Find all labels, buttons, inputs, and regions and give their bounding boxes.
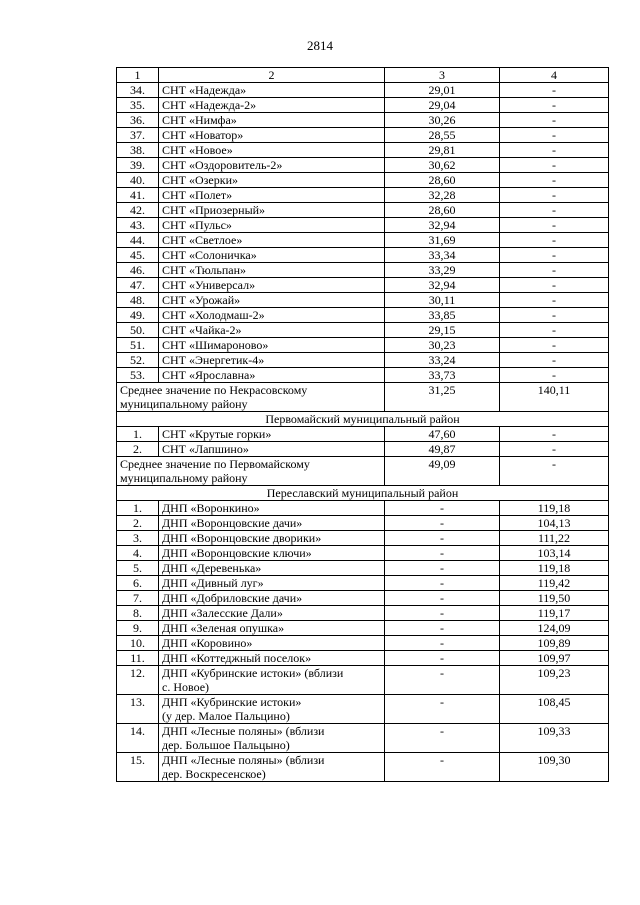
row-name: ДНП «Лесные поляны» (вблизи дер. Воскресенское) xyxy=(159,753,385,782)
row-value-col3: - xyxy=(385,695,500,724)
row-number: 39. xyxy=(117,158,159,173)
row-number: 41. xyxy=(117,188,159,203)
row-value-col4: - xyxy=(500,233,609,248)
table-row xyxy=(117,724,609,753)
row-name: СНТ «Шимароново» xyxy=(159,338,385,353)
row-number: 38. xyxy=(117,143,159,158)
row-value-col4: - xyxy=(500,427,609,442)
row-name: ДНП «Лесные поляны» (вблизи дер. Большое Пальцыно) xyxy=(159,724,385,753)
table-row xyxy=(117,143,609,158)
row-value-col4: 119,50 xyxy=(500,591,609,606)
average-row-nekrasovsky xyxy=(117,383,609,412)
table-row xyxy=(117,753,609,782)
row-number: 15. xyxy=(117,753,159,782)
row-value-col3: - xyxy=(385,666,500,695)
row-value-col4: 109,30 xyxy=(500,753,609,782)
row-value-col3: 28,55 xyxy=(385,128,500,143)
table-row xyxy=(117,353,609,368)
row-value-col3: 30,11 xyxy=(385,293,500,308)
row-name: СНТ «Приозерный» xyxy=(159,203,385,218)
row-number: 40. xyxy=(117,173,159,188)
row-value-col4: 119,18 xyxy=(500,501,609,516)
row-name: СНТ «Чайка-2» xyxy=(159,323,385,338)
row-name: СНТ «Надежда» xyxy=(159,83,385,98)
row-name: СНТ «Нимфа» xyxy=(159,113,385,128)
table-row xyxy=(117,442,609,457)
table-row xyxy=(117,248,609,263)
average-value-col4: - xyxy=(500,457,609,486)
row-number: 7. xyxy=(117,591,159,606)
row-value-col3: 32,28 xyxy=(385,188,500,203)
row-value-col4: - xyxy=(500,263,609,278)
row-value-col3: 49,87 xyxy=(385,442,500,457)
tariff-table xyxy=(116,67,609,782)
row-value-col4: - xyxy=(500,158,609,173)
row-number: 1. xyxy=(117,427,159,442)
section-header-pervomaisky xyxy=(117,412,609,427)
table-row xyxy=(117,427,609,442)
row-name: СНТ «Солоничка» xyxy=(159,248,385,263)
table-row xyxy=(117,233,609,248)
row-number: 6. xyxy=(117,576,159,591)
row-value-col3: - xyxy=(385,753,500,782)
table-row xyxy=(117,83,609,98)
row-value-col4: - xyxy=(500,338,609,353)
row-name: СНТ «Урожай» xyxy=(159,293,385,308)
row-value-col3: - xyxy=(385,591,500,606)
section-header-pereslavsky xyxy=(117,486,609,501)
row-value-col4: 103,14 xyxy=(500,546,609,561)
row-number: 10. xyxy=(117,636,159,651)
average-row-pervomaisky xyxy=(117,457,609,486)
table-row xyxy=(117,621,609,636)
table-row xyxy=(117,368,609,383)
header-col-3: 3 xyxy=(385,68,500,83)
row-name: СНТ «Озерки» xyxy=(159,173,385,188)
row-value-col3: - xyxy=(385,636,500,651)
row-value-col4: 119,42 xyxy=(500,576,609,591)
row-name: ДНП «Деревенька» xyxy=(159,561,385,576)
row-value-col3: 29,81 xyxy=(385,143,500,158)
table-row xyxy=(117,188,609,203)
row-value-col4: - xyxy=(500,218,609,233)
row-name: ДНП «Залесские Дали» xyxy=(159,606,385,621)
row-value-col4: 108,45 xyxy=(500,695,609,724)
row-number: 35. xyxy=(117,98,159,113)
row-number: 12. xyxy=(117,666,159,695)
row-number: 2. xyxy=(117,442,159,457)
row-name: СНТ «Холодмаш-2» xyxy=(159,308,385,323)
table-row xyxy=(117,501,609,516)
average-label: Среднее значение по Некрасовскому муниципальному району xyxy=(117,383,385,412)
table-row xyxy=(117,278,609,293)
row-name: СНТ «Полет» xyxy=(159,188,385,203)
row-name: СНТ «Крутые горки» xyxy=(159,427,385,442)
row-number: 34. xyxy=(117,83,159,98)
row-name: ДНП «Добриловские дачи» xyxy=(159,591,385,606)
row-value-col4: 119,17 xyxy=(500,606,609,621)
row-name: СНТ «Ярославна» xyxy=(159,368,385,383)
row-name: ДНП «Воронцовские ключи» xyxy=(159,546,385,561)
average-value-col3: 49,09 xyxy=(385,457,500,486)
row-value-col3: 29,04 xyxy=(385,98,500,113)
row-value-col4: - xyxy=(500,308,609,323)
row-value-col3: - xyxy=(385,531,500,546)
row-value-col4: 109,23 xyxy=(500,666,609,695)
row-value-col3: 28,60 xyxy=(385,173,500,188)
row-number: 49. xyxy=(117,308,159,323)
row-number: 42. xyxy=(117,203,159,218)
row-number: 2. xyxy=(117,516,159,531)
row-value-col4: - xyxy=(500,143,609,158)
section-title: Переславский муниципальный район xyxy=(117,486,609,501)
row-value-col4: - xyxy=(500,353,609,368)
row-value-col4: - xyxy=(500,248,609,263)
table-row xyxy=(117,128,609,143)
table-row xyxy=(117,113,609,128)
section-title: Первомайский муниципальный район xyxy=(117,412,609,427)
row-value-col3: - xyxy=(385,651,500,666)
row-value-col4: 124,09 xyxy=(500,621,609,636)
row-number: 36. xyxy=(117,113,159,128)
row-number: 4. xyxy=(117,546,159,561)
row-value-col4: - xyxy=(500,368,609,383)
row-name: ДНП «Кубринские истоки» (у дер. Малое Пальцино) xyxy=(159,695,385,724)
row-value-col3: 33,85 xyxy=(385,308,500,323)
row-value-col3: - xyxy=(385,576,500,591)
average-value-col4: 140,11 xyxy=(500,383,609,412)
table-row xyxy=(117,338,609,353)
row-number: 44. xyxy=(117,233,159,248)
row-value-col3: 30,23 xyxy=(385,338,500,353)
table-row xyxy=(117,218,609,233)
table-row xyxy=(117,606,609,621)
row-number: 3. xyxy=(117,531,159,546)
row-value-col4: 111,22 xyxy=(500,531,609,546)
table-row xyxy=(117,158,609,173)
table-row xyxy=(117,323,609,338)
row-number: 8. xyxy=(117,606,159,621)
table-row xyxy=(117,203,609,218)
table-row xyxy=(117,561,609,576)
row-value-col3: 29,15 xyxy=(385,323,500,338)
row-value-col4: - xyxy=(500,128,609,143)
table-row xyxy=(117,591,609,606)
row-number: 51. xyxy=(117,338,159,353)
row-name: СНТ «Пульс» xyxy=(159,218,385,233)
row-value-col4: - xyxy=(500,278,609,293)
row-number: 47. xyxy=(117,278,159,293)
row-value-col3: - xyxy=(385,546,500,561)
row-value-col4: 109,97 xyxy=(500,651,609,666)
row-value-col3: 31,69 xyxy=(385,233,500,248)
row-number: 37. xyxy=(117,128,159,143)
row-value-col4: - xyxy=(500,442,609,457)
table-row xyxy=(117,666,609,695)
row-name: ДНП «Зеленая опушка» xyxy=(159,621,385,636)
table-row xyxy=(117,651,609,666)
row-value-col4: - xyxy=(500,173,609,188)
row-value-col3: - xyxy=(385,606,500,621)
row-number: 53. xyxy=(117,368,159,383)
row-name: ДНП «Воронцовские дачи» xyxy=(159,516,385,531)
row-value-col3: 29,01 xyxy=(385,83,500,98)
row-number: 43. xyxy=(117,218,159,233)
row-name: СНТ «Надежда-2» xyxy=(159,98,385,113)
row-value-col3: 28,60 xyxy=(385,203,500,218)
table-row xyxy=(117,173,609,188)
row-value-col4: - xyxy=(500,203,609,218)
row-value-col4: - xyxy=(500,323,609,338)
table-row xyxy=(117,695,609,724)
table-header-row xyxy=(117,68,609,83)
row-value-col3: 30,62 xyxy=(385,158,500,173)
header-col-2: 2 xyxy=(159,68,385,83)
row-name: ДНП «Коровино» xyxy=(159,636,385,651)
row-number: 50. xyxy=(117,323,159,338)
table-row xyxy=(117,531,609,546)
row-value-col4: - xyxy=(500,293,609,308)
row-value-col4: - xyxy=(500,98,609,113)
table-row xyxy=(117,546,609,561)
row-number: 48. xyxy=(117,293,159,308)
row-number: 5. xyxy=(117,561,159,576)
row-name: ДНП «Воронцовские дворики» xyxy=(159,531,385,546)
row-value-col3: - xyxy=(385,621,500,636)
row-name: СНТ «Тюльпан» xyxy=(159,263,385,278)
table-row xyxy=(117,308,609,323)
row-value-col3: 33,24 xyxy=(385,353,500,368)
row-value-col4: 109,89 xyxy=(500,636,609,651)
table-row xyxy=(117,636,609,651)
row-value-col3: - xyxy=(385,501,500,516)
row-value-col3: - xyxy=(385,516,500,531)
row-value-col3: 33,34 xyxy=(385,248,500,263)
row-value-col4: - xyxy=(500,83,609,98)
row-name: ДНП «Коттеджный поселок» xyxy=(159,651,385,666)
row-number: 46. xyxy=(117,263,159,278)
row-name: ДНП «Воронкино» xyxy=(159,501,385,516)
row-name: СНТ «Светлое» xyxy=(159,233,385,248)
row-value-col4: - xyxy=(500,113,609,128)
row-number: 45. xyxy=(117,248,159,263)
row-number: 11. xyxy=(117,651,159,666)
row-value-col3: 47,60 xyxy=(385,427,500,442)
row-value-col4: 119,18 xyxy=(500,561,609,576)
row-value-col3: 32,94 xyxy=(385,218,500,233)
row-value-col3: - xyxy=(385,561,500,576)
header-col-4: 4 xyxy=(500,68,609,83)
row-name: СНТ «Универсал» xyxy=(159,278,385,293)
row-value-col4: 109,33 xyxy=(500,724,609,753)
average-label: Среднее значение по Первомайскому муниципальному району xyxy=(117,457,385,486)
row-number: 52. xyxy=(117,353,159,368)
table-row xyxy=(117,576,609,591)
average-value-col3: 31,25 xyxy=(385,383,500,412)
page-number: 2814 xyxy=(307,38,333,53)
row-number: 9. xyxy=(117,621,159,636)
row-value-col3: 33,73 xyxy=(385,368,500,383)
table-row xyxy=(117,98,609,113)
row-value-col3: 30,26 xyxy=(385,113,500,128)
row-value-col3: - xyxy=(385,724,500,753)
row-number: 13. xyxy=(117,695,159,724)
row-number: 1. xyxy=(117,501,159,516)
header-col-1: 1 xyxy=(117,68,159,83)
row-name: СНТ «Лапшино» xyxy=(159,442,385,457)
table-row xyxy=(117,263,609,278)
row-name: СНТ «Энергетик-4» xyxy=(159,353,385,368)
row-name: ДНП «Дивный луг» xyxy=(159,576,385,591)
row-name: СНТ «Оздоровитель-2» xyxy=(159,158,385,173)
row-name: СНТ «Новатор» xyxy=(159,128,385,143)
row-value-col4: - xyxy=(500,188,609,203)
row-value-col3: 32,94 xyxy=(385,278,500,293)
row-value-col3: 33,29 xyxy=(385,263,500,278)
row-number: 14. xyxy=(117,724,159,753)
table-row xyxy=(117,516,609,531)
row-value-col4: 104,13 xyxy=(500,516,609,531)
row-name: СНТ «Новое» xyxy=(159,143,385,158)
table-row xyxy=(117,293,609,308)
row-name: ДНП «Кубринские истоки» (вблизи с. Новое) xyxy=(159,666,385,695)
